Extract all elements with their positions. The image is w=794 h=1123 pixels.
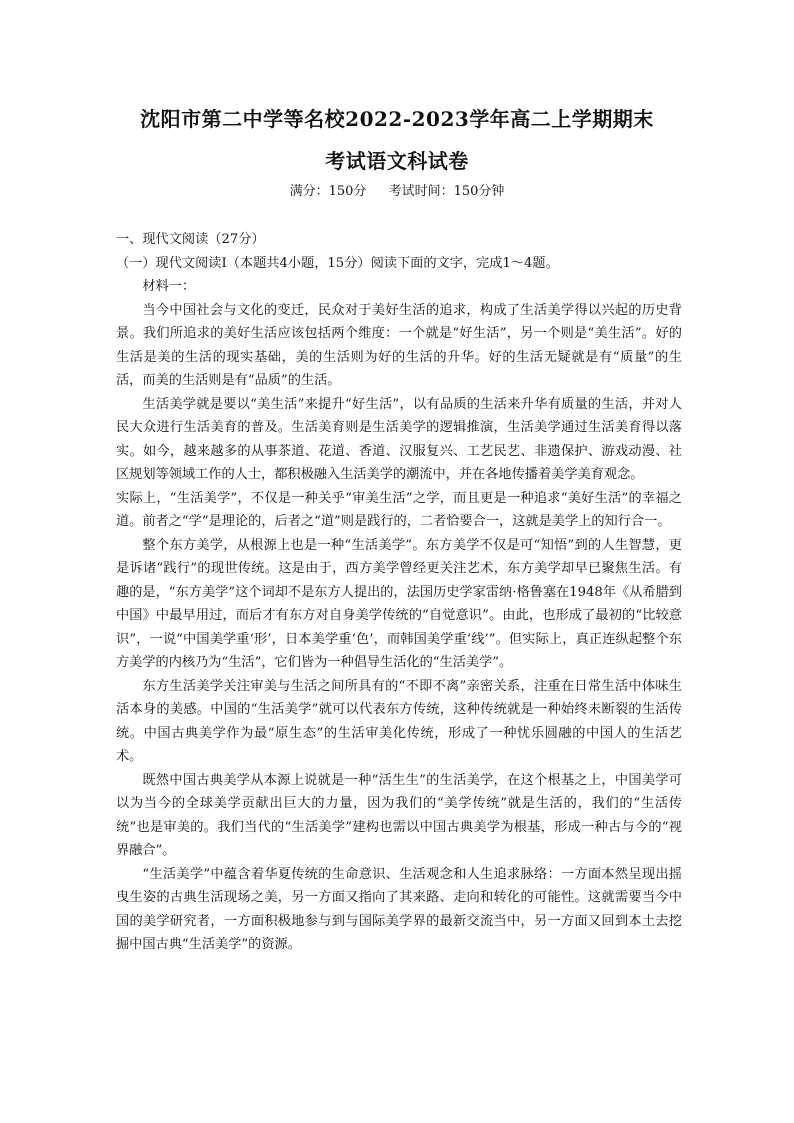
exam-meta	[0, 183, 794, 201]
paragraph-6: 既然中国古典美学从本源上说就是一种“活生生”的生活美学，在这个根基之上，中国美学可以为当今的全球美学贡献出巨大的力量，因为我们的“美学传统”就是生活的，我们的“生活传统”也是审美的。我们当代的“生活美学”建构也需以中国古典美学为根基，形成一种古与今的“视界融合”。	[116, 772, 682, 858]
paragraph-4: 整个东方美学，从根源上也是一种“生活美学”。东方美学不仅是可“知悟”到的人生智慧，更是诉诸“践行”的现世传统。这是由于，西方美学曾经更关注艺术，东方美学却早已聚焦生活。有趣的是，“东方美学”这个词却不是东方人提出的，法国历史学家雷纳·格鲁塞在1948年《从希腊到中国》中最早用过，而后才有东方对自身美学传统的“自觉意识”。由此，也形成了最初的“比较意识”，一说“中国美学重‘形’，日本美学重‘色’，而韩国美学重‘线’”。但实际上，真正连纵起整个东方美学的内核乃为“生活”，它们皆为一种倡导生活化的“生活美学”。	[116, 537, 682, 670]
exam-title-line2: 考试语文科试卷	[325, 149, 469, 173]
material-label: 材料一：	[142, 279, 196, 294]
exam-title-line1: 沈阳市第二中学等名校2022-2023学年高二上学期期末	[140, 107, 654, 131]
paragraph-1: 当今中国社会与文化的变迁，民众对于美好生活的追求，构成了生活美学得以兴起的历史背景。我们所追求的美好生活应该包括两个维度：一个就是“好生活”，另一个则是“美生活”。好的生活是美的生活的现实基础，美的生活则为好的生活的升华。好的生活无疑就是有“质量”的生活，而美的生活则是有“品质”的生活。	[116, 302, 682, 388]
exam-time: 考试时间：150分钟	[388, 184, 505, 199]
section-subheading: （一）现代文阅读Ⅰ（本题共4小题，15分）阅读下面的文字，完成1～4题。	[116, 255, 559, 271]
reading-content	[116, 228, 682, 957]
full-score: 满分：150分	[289, 184, 367, 199]
section-heading: 一、现代文阅读（27分）	[116, 232, 265, 247]
paragraph-5: 东方生活美学关注审美与生活之间所具有的“不即不离”亲密关系，注重在日常生活中体味生活本身的美感。中国的“生活美学”就可以代表东方传统，这种传统就是一种始终未断裂的生活传统。中国古典美学作为最“原生态”的生活审美化传统，形成了一种忧乐圆融的中国人的生活艺术。	[116, 678, 682, 764]
paragraph-3: 实际上，“生活美学”，不仅是一种关乎“审美生活”之学，而且更是一种追求“美好生活”的幸福之道。前者之“学”是理论的，后者之“道”则是践行的，二者恰要合一，这就是美学上的知行合一。	[116, 490, 682, 529]
paragraph-7: “生活美学”中蕴含着华夏传统的生命意识、生活观念和人生追求脉络：一方面本然呈现出摇曳生姿的古典生活现场之美，另一方面又指向了其来路、走向和转化的可能性。这就需要当今中国的美学研究者，一方面积极地参与到与国际美学界的最新交流当中，另一方面又回到本土去挖掘中国古典“生活美学”的资源。	[116, 866, 682, 952]
paragraph-2: 生活美学就是要以“美生活”来提升“好生活”，以有品质的生活来升华有质量的生活，并对人民大众进行生活美育的普及。生活美育则是生活美学的逻辑推演，生活美学通过生活美育得以落实。如今，越来越多的从事茶道、花道、香道、汉服复兴、工艺民艺、非遗保护、游戏动漫、社区规划等领域工作的人士，都积极融入生活美学的潮流中，并在各地传播着美学美育观念。	[116, 396, 682, 482]
